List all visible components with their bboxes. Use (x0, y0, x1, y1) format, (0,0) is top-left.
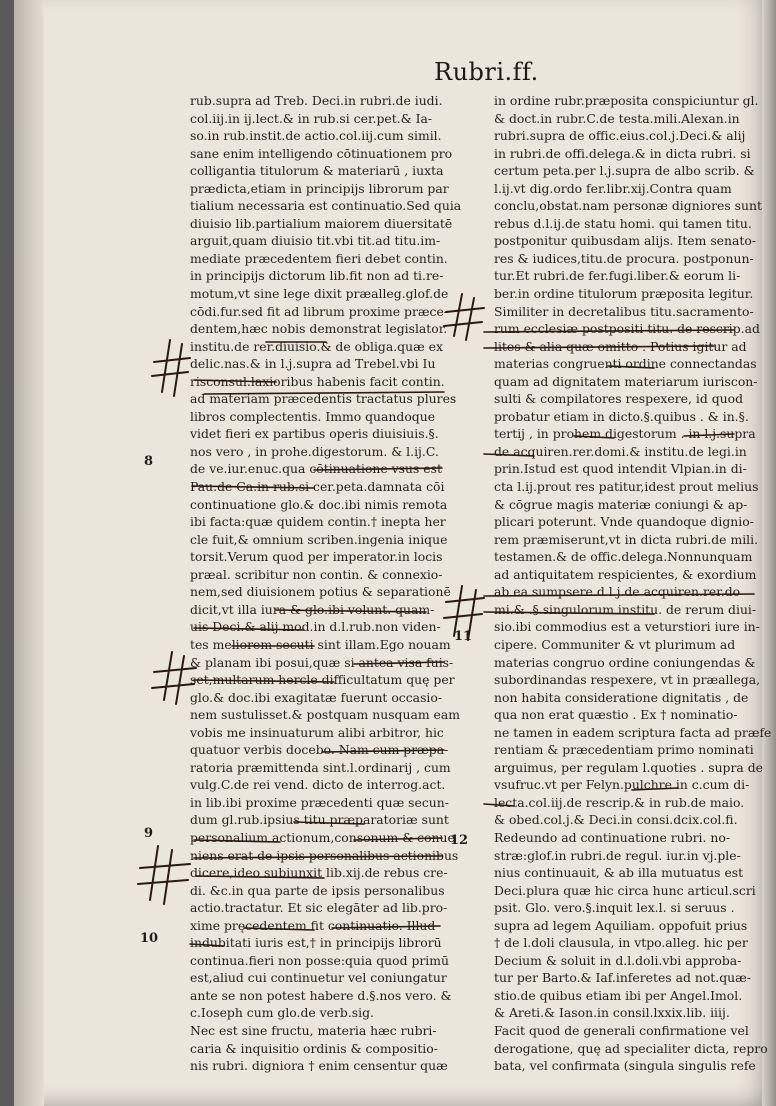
right-column-line: & cōgrue magis materiæ coniungi & ap- (494, 496, 748, 512)
left-column-line: nis rubri. digniora † enim censentur quæ (190, 1058, 448, 1074)
right-column-line: sulti & compilatores respexere, id quod (494, 391, 744, 407)
left-column-line: ratoria præmittenda sint.l.ordinarij , cum (190, 759, 451, 775)
right-column-line: ne tamen in eadem scriptura facta ad præfe (494, 724, 772, 740)
left-column-line: est,aliud cui continuetur vel coniungatur (190, 970, 447, 986)
right-column-line: rubri.supra de offic.eius.col.j.Deci.& alij (494, 128, 746, 144)
left-column-line: so.in rub.instit.de actio.col.iij.cum simil. (190, 128, 442, 144)
left-column-line: tialium necessaria est continuatio.Sed quia (190, 198, 462, 214)
left-column-line: di. &c.in qua parte de ipsis personalibus (190, 882, 445, 898)
left-column-line: diuisio lib.partialium maiorem diuersitatē (190, 215, 453, 231)
underline-mark (632, 788, 678, 790)
right-column-line: lites & alia quæ omitto . Potius igitur ad (494, 338, 747, 354)
right-column-line: qua non erat quæstio . Ex † nominatio- (494, 707, 738, 723)
right-column-line: ab ea sumpsere.d.l.j.de acquiren.rer.do (494, 584, 741, 600)
underline-mark (484, 612, 654, 614)
left-column-line: Nec est sine fructu, materia hæc rubri- (190, 1022, 437, 1038)
left-column-line: ibi facta:quæ quidem contin.† inepta her (190, 514, 446, 530)
right-column-line: cipere. Communiter & vt plurimum ad (494, 636, 736, 652)
right-column-line: Decium & soluit in d.l.doli.vbi approba- (494, 952, 742, 968)
right-column-line: cta l.ij.prout res patitur,idest prout melius (494, 479, 759, 495)
left-column-line: Pau.de Ca.in rub.si cer.peta.damnata cōi (190, 479, 445, 495)
right-column-line: quam ad dignitatem materiarum iuriscon- (494, 373, 758, 389)
underline-mark (484, 594, 754, 596)
right-column-line: prin.Istud est quod intendit Vlpian.in di- (494, 461, 747, 477)
right-column-line: vsufruc.vt per Felyn.pulchre in c.cum di- (494, 777, 750, 793)
right-column-line: subordinandas respexere, vt in præallega, (494, 672, 761, 688)
right-column-line: plicari poterunt. Vnde quandoque dignio- (494, 514, 754, 530)
left-column-line: in principijs dictorum lib.fit non ad ti.re- (190, 268, 444, 284)
right-column-line: certum peta.per l.j.supra de albo scrib. & (494, 163, 755, 179)
hash-mark (152, 652, 196, 704)
right-column-line: supra ad legem Aquiliam. oppofuit prius (494, 917, 748, 933)
right-column-line: stio.de quibus etiam ibi per Angel.Imol. (494, 987, 743, 1003)
right-column-line: non habita consideratione dignitatis , de (494, 689, 749, 705)
left-column-line: arguit,quam diuisio tit.vbi tit.ad titu.im- (190, 233, 441, 249)
right-column-line: sio.ibi commodius est a veturstiori iure in- (494, 619, 760, 635)
left-column-line: nem,sed diuisionem potius & separationē (190, 584, 451, 600)
right-column-line: in rubri.de offi.delega.& in dicta rubri. si (494, 145, 751, 161)
handwritten-annotations (14, 0, 766, 1106)
underline-mark (194, 628, 304, 630)
underline-mark (192, 486, 314, 488)
hash-mark (444, 586, 484, 640)
underline-mark (190, 944, 224, 946)
right-column-line: res & iudices,titu.de procura. postponun- (494, 250, 754, 266)
right-column-line: conclu,obstat.nam personæ digniores sunt (494, 198, 762, 214)
margin-number-8: 8 (144, 454, 154, 469)
underline-mark (194, 856, 442, 858)
left-column-line: quatuor verbis docebo. Nam cum præpa- (190, 742, 449, 758)
right-column-line: † de l.doli clausula, in vtpo.alleg. hic per (494, 935, 748, 951)
right-column-line: materias congruenti ordine connectandas (494, 356, 757, 372)
left-column-line: niens erat de ipsis personalibus actionibus (190, 847, 459, 863)
left-column-line: motum,vt sine lege dixit præalleg.glof.de (190, 286, 449, 302)
underline-mark (276, 610, 426, 612)
underline-mark (314, 468, 442, 470)
right-column-line: tertij , in prohem.digestorum . in l.j.supra (494, 426, 756, 442)
right-column-line: ad antiquitatem respicientes, & exordium (494, 566, 757, 582)
left-column-line: prædicta,etiam in principijs librorum par (190, 180, 449, 196)
left-column-line: ante se non potest habere d.§.nos vero. & (190, 987, 452, 1003)
left-column-line: uis Deci.& alij mod.in d.l.rub.non viden- (190, 619, 441, 635)
left-column-line: dicit,vt illa iura & glo.ibi volunt. quam- (190, 601, 435, 617)
right-column-line: Deci.plura quæ hic circa hunc articul.scri (494, 882, 756, 898)
underline-mark (322, 750, 444, 752)
left-column-line: nem sustulisset.& postquam nusquam eam (190, 707, 461, 723)
left-column-line: xime pręcedentem fit continuatio. Illud (190, 917, 436, 933)
right-column-line: & doct.in rubr.C.de testa.mili.Alexan.in (494, 110, 740, 126)
left-column-line: institu.de rer.diuisio.& de obliga.quæ ex (190, 338, 444, 354)
hash-mark (444, 294, 484, 340)
left-column-line: rub.supra ad Treb. Deci.in rubri.de iudi. (190, 93, 443, 108)
left-column-line: ad materiam præcedentis tractatus plures (190, 391, 457, 407)
underline-mark (484, 330, 734, 332)
underline-mark (608, 366, 654, 368)
right-column-line: rem præmiserunt,vt in dicta rubri.de mili. (494, 531, 759, 547)
underline-mark (204, 392, 444, 394)
underline-mark (244, 928, 314, 930)
right-column-line: testamen.& de offic.delega.Nonnunquam (494, 549, 753, 565)
left-column-line: dentem,hæc nobis demonstrat legislator. (190, 321, 448, 337)
right-column-line: postponitur quibusdam alijs. Item senato- (494, 233, 757, 249)
left-column-line: continuatione glo.& doc.ibi nimis remota (190, 496, 448, 512)
underline-mark (574, 436, 614, 438)
left-column-line: de ve.iur.enuc.qua cōtinuatione vsus est (190, 461, 442, 477)
left-column-line: sane enim intelligendo cōtinuationem pro (190, 145, 453, 161)
right-column-line: tur.Et rubri.de fer.fugi.liber.& eorum li- (494, 268, 741, 284)
right-column-line: Redeundo ad continuatione rubri. no- (494, 829, 731, 845)
right-column-line: lecta.col.iij.de rescrip.& in rub.de maio. (494, 794, 745, 810)
left-column-line: in lib.ibi proxime præcedenti quæ secun- (190, 794, 449, 810)
right-column-line: l.ij.vt dig.ordo fer.libr.xij.Contra quam (494, 180, 732, 196)
right-column-line: rum ecclesiæ postpositi titu. de rescrip.ad (494, 321, 760, 337)
book-page (14, 0, 772, 1106)
left-column-line: caria & inquisitio ordinis & compositio- (190, 1040, 438, 1056)
running-head: Rubri.ff. (434, 58, 539, 86)
underline-mark (194, 840, 280, 842)
right-column-line: rebus d.l.ij.de statu homi. qui tamen titu. (494, 215, 752, 231)
underline-mark (354, 838, 442, 840)
left-column-line: torsit.Verum quod per imperator.in locis (190, 549, 443, 565)
underline-mark (194, 680, 334, 682)
right-column-line: & obed.col.j.& Deci.in consi.dcix.col.fi. (494, 812, 738, 828)
left-column-line: videt fieri ex partibus operis diuisiuis.§. (190, 426, 439, 442)
underline-mark (354, 662, 444, 664)
left-column-line: cle fuit,& omnium scriben.ingenia inique (190, 531, 448, 547)
right-column-line: probatur etiam in dicto.§.quibus . & in.§. (494, 408, 749, 424)
right-column-line: tur per Barto.& Iaf.inferetes ad not.quæ- (494, 970, 751, 986)
hash-mark (152, 340, 190, 396)
left-column-line: colligantia titulorum & materiarū , iuxta (190, 163, 444, 179)
left-column-line: indubitati iuris est,† in principijs librorū (190, 935, 442, 951)
underline-mark (484, 346, 714, 348)
left-column-line: dum gl.rub.ipsius titu.præparatoriæ sunt (190, 812, 449, 828)
right-column-line: Similiter in decretalibus titu.sacramento- (494, 303, 754, 319)
right-column-line: materias congruo ordine coniungendas & (494, 654, 756, 670)
hash-mark (138, 846, 190, 904)
left-column-line: actio.tractatur. Et sic elegāter ad lib.pro- (190, 900, 448, 916)
left-column-line: continua.fieri non posse:quia quod primū (190, 952, 449, 968)
underline-mark (294, 822, 364, 824)
left-column-line: & planam ibi posui,quæ si antea visa fuis- (190, 654, 454, 670)
underline-mark (196, 876, 324, 878)
left-column-line: nos vero , in prohe.digestorum. & l.ij.C. (190, 443, 439, 459)
left-column-line: tes meliorem secuti sint illam.Ego nouam (190, 636, 451, 652)
right-column-line: mi.& .§.singulorum institu. de rerum diui- (494, 601, 757, 617)
left-column-line: personalium actionum,consonum & conue (190, 829, 455, 845)
margin-number-11: 11 (454, 629, 473, 644)
right-column-line: de acquiren.rer.domi.& institu.de legi.in (494, 443, 747, 459)
left-column-line: vobis me insinuaturum alibi arbitror, hic (190, 724, 444, 740)
underline-mark (194, 380, 276, 382)
left-column-line: risconsul.laxioribus habenis facit contin. (190, 373, 445, 389)
margin-number-12: 12 (450, 833, 469, 848)
left-column-line: mediate præcedentem fieri debet contin. (190, 250, 448, 266)
left-column-line: vulg.C.de rei vend. dicto de interrog.act. (190, 777, 446, 793)
left-column-line: glo.& doc.ibi exagitatæ fuerunt occasio- (190, 689, 443, 705)
left-column-line: c.Ioseph cum glo.de verb.sig. (190, 1005, 374, 1021)
left-column-line: dicere,ideo subiunxit lib.xij.de rebus cre- (190, 865, 448, 881)
right-column-line: rentiam & præcedentiam primo nominati (494, 742, 754, 758)
left-column-line: libros complectentis. Immo quandoque (190, 408, 436, 424)
left-column-line: col.iij.in ij.lect.& in rub.si cer.pet.& Ia- (190, 110, 433, 126)
left-column-line: cōdi.fur.sed fit ad librum proxime præce- (190, 303, 448, 319)
left-column-line: præal. scribitur non contin. & connexio- (190, 566, 443, 582)
left-column-line: set,multarum hercle difficultatum quę per (190, 672, 455, 688)
right-column-line: derogatione, quę ad specialiter dicta, repro (494, 1040, 768, 1056)
right-column-line: stræ:glof.in rubri.de regul. iur.in vj.ple- (494, 847, 741, 863)
underline-mark (484, 454, 534, 456)
underline-mark (484, 804, 514, 806)
left-column-line: delic.nas.& in l.j.supra ad Trebel.vbi Iu (190, 356, 436, 372)
right-column-line: & Areti.& Iason.in consil.lxxix.lib. iiij. (494, 1005, 730, 1021)
right-column-line: arguimus, per regulam l.quoties . supra de (494, 759, 763, 775)
right-column-line: in ordine rubr.præposita conspiciuntur gl. (494, 93, 759, 108)
right-column-line: psit. Glo. vero.§.inquit lex.l. si seruus . (494, 900, 735, 916)
right-column-line: nius continuauit, & ab illa mutuatus est (494, 865, 744, 881)
underline-mark (684, 434, 734, 436)
right-column-line: bata, vel confirmata (singula singulis refe (494, 1058, 756, 1074)
margin-number-10: 10 (140, 931, 159, 946)
right-column-line: ber.in ordine titulorum præposita legitur. (494, 286, 754, 302)
margin-number-9: 9 (144, 826, 154, 841)
right-column-line: Facit quod de generali confirmatione vel (494, 1022, 749, 1038)
underline-mark (332, 926, 440, 928)
